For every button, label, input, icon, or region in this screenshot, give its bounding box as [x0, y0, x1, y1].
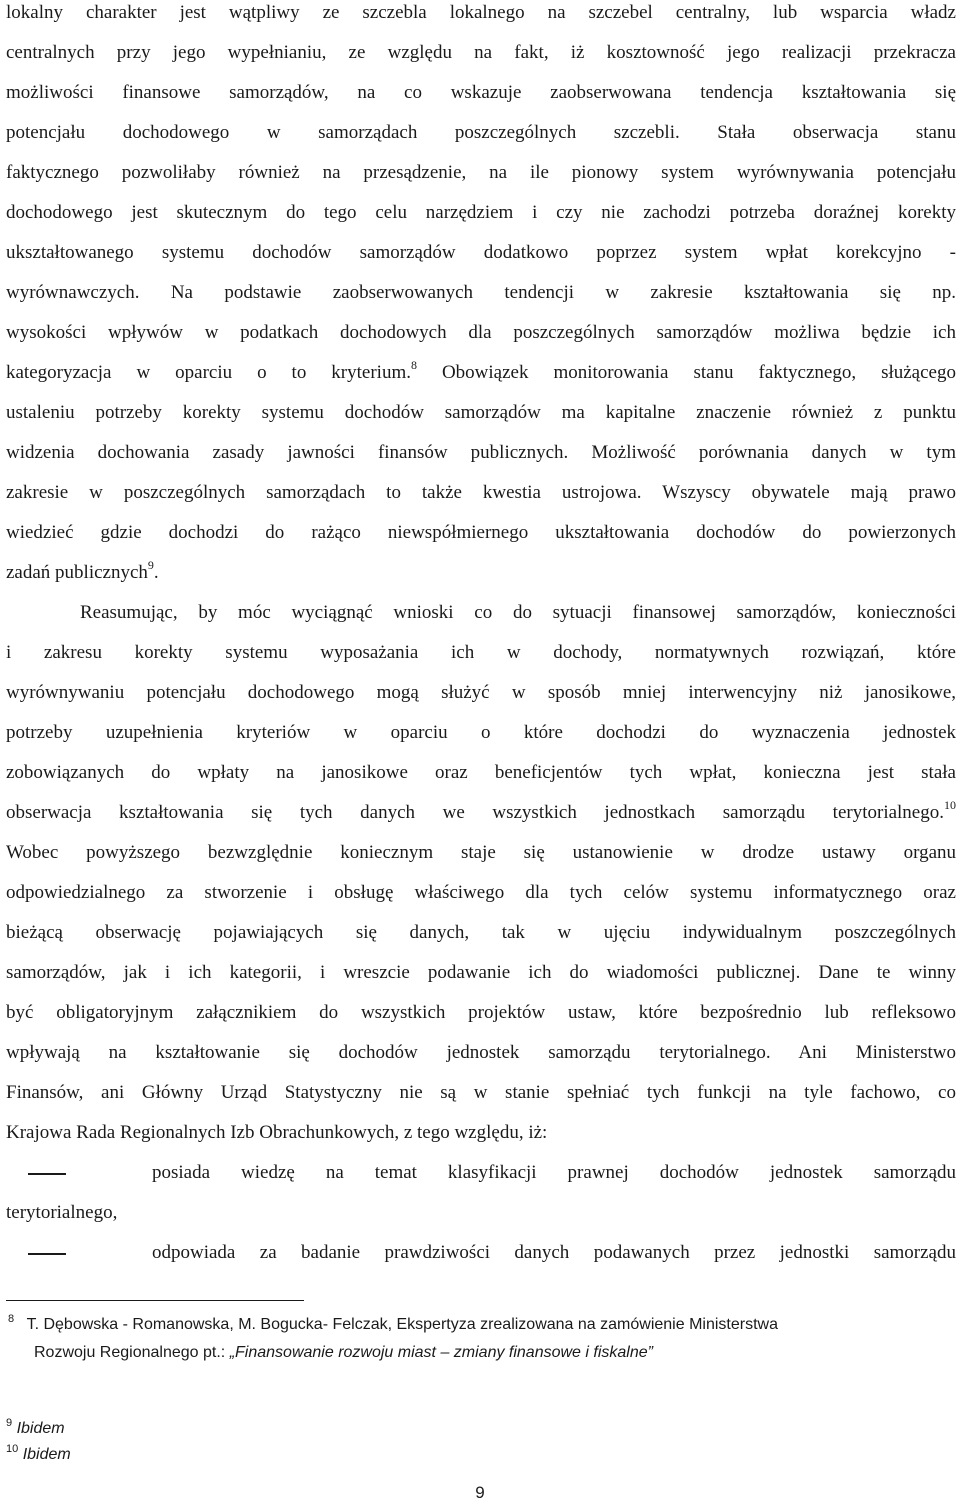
body-line: centralnych przy jego wypełnianiu, ze względu na fakt, iż kosztowność jego realizacji przekracza [6, 42, 956, 63]
footnote-reference[interactable]: 9 [147, 558, 154, 572]
footnote-9 [6, 1416, 65, 1442]
dash-bullet-icon [28, 1253, 66, 1255]
body-line [6, 353, 956, 393]
body-line: i zakresu korekty systemu wyposażania ich w dochody, normatywnych rozwiązań, które [6, 642, 956, 663]
page-number: 9 [475, 1483, 485, 1502]
body-line: możliwości finansowe samorządów, na co wskazuje zaobserwowana tendencja kształtowania się [6, 82, 956, 103]
body-line: dochodowego jest skutecznym do tego celu narzędziem i czy nie zachodzi potrzeba doraźnej korekty [6, 202, 956, 223]
body-line: Wobec powyższego bezwzględnie koniecznym staje się ustanowienie w drodze ustawy organu [6, 842, 956, 863]
footnote-text: Rozwoju Regionalnego pt.: [34, 1344, 230, 1361]
body-line: lokalny charakter jest wątpliwy ze szczebla lokalnego na szczebel centralny, lub wsparcia władz [6, 2, 956, 23]
body-line: potrzeby uzupełnienia kryteriów w oparciu o które dochodzi do wyznaczenia jednostek [6, 722, 956, 743]
list-item [6, 1153, 956, 1193]
body-line: bieżącą obserwację pojawiających się danych, tak w ujęciu indywidualnym poszczególnych [6, 922, 956, 943]
body-text: Obowiązek monitorowania stanu faktycznego, służącego [416, 362, 956, 383]
list-item-text: odpowiada za badanie prawdziwości danych podawanych przez jednostki samorządu [152, 1242, 956, 1263]
body-text: kategoryzacja w oparciu o to kryterium. [6, 362, 411, 383]
list-item-text: posiada wiedzę na temat klasyfikacji prawnej dochodów jednostek samorządu [152, 1162, 956, 1183]
body-text: obserwacja kształtowania się tych danych we wszystkich jednostkach samorządu terytorialnego. [6, 802, 944, 823]
body-line: wyrównywaniu potencjału dochodowego mogą służyć w sposób mniej interwencyjny niż janosikowe, [6, 682, 956, 703]
footnote-reference[interactable]: 10 [944, 798, 956, 812]
footnote-text: T. Dębowska - Romanowska, M. Bogucka- Felczak, Ekspertyza zrealizowana na zamówienie Ministerstwa [26, 1316, 778, 1333]
footnote-10 [6, 1442, 71, 1468]
body-line: ustaleniu potrzeby korekty systemu dochodów samorządów ma kapitalne znaczenie również z punktu [6, 402, 956, 423]
body-line: wysokości wpływów w podatkach dochodowych dla poszczególnych samorządów możliwa będzie ich [6, 322, 956, 343]
body-line: widzenia dochowania zasady jawności finansów publicznych. Możliwość porównania danych w tym [6, 442, 956, 463]
body-line [6, 553, 956, 593]
footnote-separator [6, 1300, 304, 1301]
footnote-number: 10 [6, 1443, 19, 1455]
footnote-reference[interactable]: 8 [410, 358, 417, 372]
body-line: wpływają na kształtowanie się dochodów jednostek samorządu terytorialnego. Ani Ministerstwo [6, 1042, 956, 1063]
footnote-title: „Finansowanie rozwoju miast – zmiany finansowe i fiskalne” [229, 1344, 653, 1361]
body-line: Krajowa Rada Regionalnych Izb Obrachunkowych, z tego względu, iż: [6, 1122, 548, 1143]
body-line: wyrównawczych. Na podstawie zaobserwowanych tendencji w zakresie kształtowania się np. [6, 282, 956, 303]
body-line [6, 793, 956, 833]
body-line: potencjału dochodowego w samorządach poszczególnych szczebli. Stała obserwacja stanu [6, 122, 956, 143]
list-item [6, 1233, 956, 1273]
body-line: faktycznego pozwoliłaby również na przesądzenie, na ile pionowy system wyrównywania potencjału [6, 162, 956, 183]
body-line: Finansów, ani Główny Urząd Statystyczny nie są w stanie spełniać tych funkcji na tyle fachowo, co [6, 1082, 956, 1103]
body-text: zadań publicznych [6, 562, 148, 583]
footnote-8 [8, 1312, 778, 1338]
body-line: zobowiązanych do wpłaty na janosikowe oraz beneficjentów tych wpłat, konieczna jest stała [6, 762, 956, 783]
footnote-8-continuation [34, 1340, 653, 1366]
body-line: samorządów, jak i ich kategorii, i wreszcie podawanie ich do wiadomości publicznej. Dane te winny [6, 962, 956, 983]
body-line: zakresie w poszczególnych samorządach to także kwestia ustrojowa. Wszyscy obywatele mają prawo [6, 482, 956, 503]
footnote-text: Ibidem [22, 1446, 71, 1463]
body-line: ukształtowanego systemu dochodów samorządów dodatkowo poprzez system wpłat korekcyjno - [6, 242, 956, 263]
dash-bullet-icon [28, 1173, 66, 1175]
list-item-continuation: terytorialnego, [6, 1202, 118, 1223]
body-line: Reasumując, by móc wyciągnąć wnioski co do sytuacji finansowej samorządów, konieczności [80, 602, 956, 623]
body-text: . [153, 562, 159, 583]
body-line: być obligatoryjnym załącznikiem do wszystkich projektów ustaw, które bezpośrednio lub refleksowo [6, 1002, 956, 1023]
footnote-number: 9 [6, 1417, 13, 1429]
footnote-number: 8 [8, 1313, 15, 1325]
body-line: odpowiedzialnego za stworzenie i obsługę właściwego dla tych celów systemu informatycznego oraz [6, 882, 956, 903]
body-line: wiedzieć gdzie dochodzi do rażąco niewspółmiernego ukształtowania dochodów do powierzonych [6, 522, 956, 543]
footnote-text: Ibidem [16, 1420, 65, 1437]
